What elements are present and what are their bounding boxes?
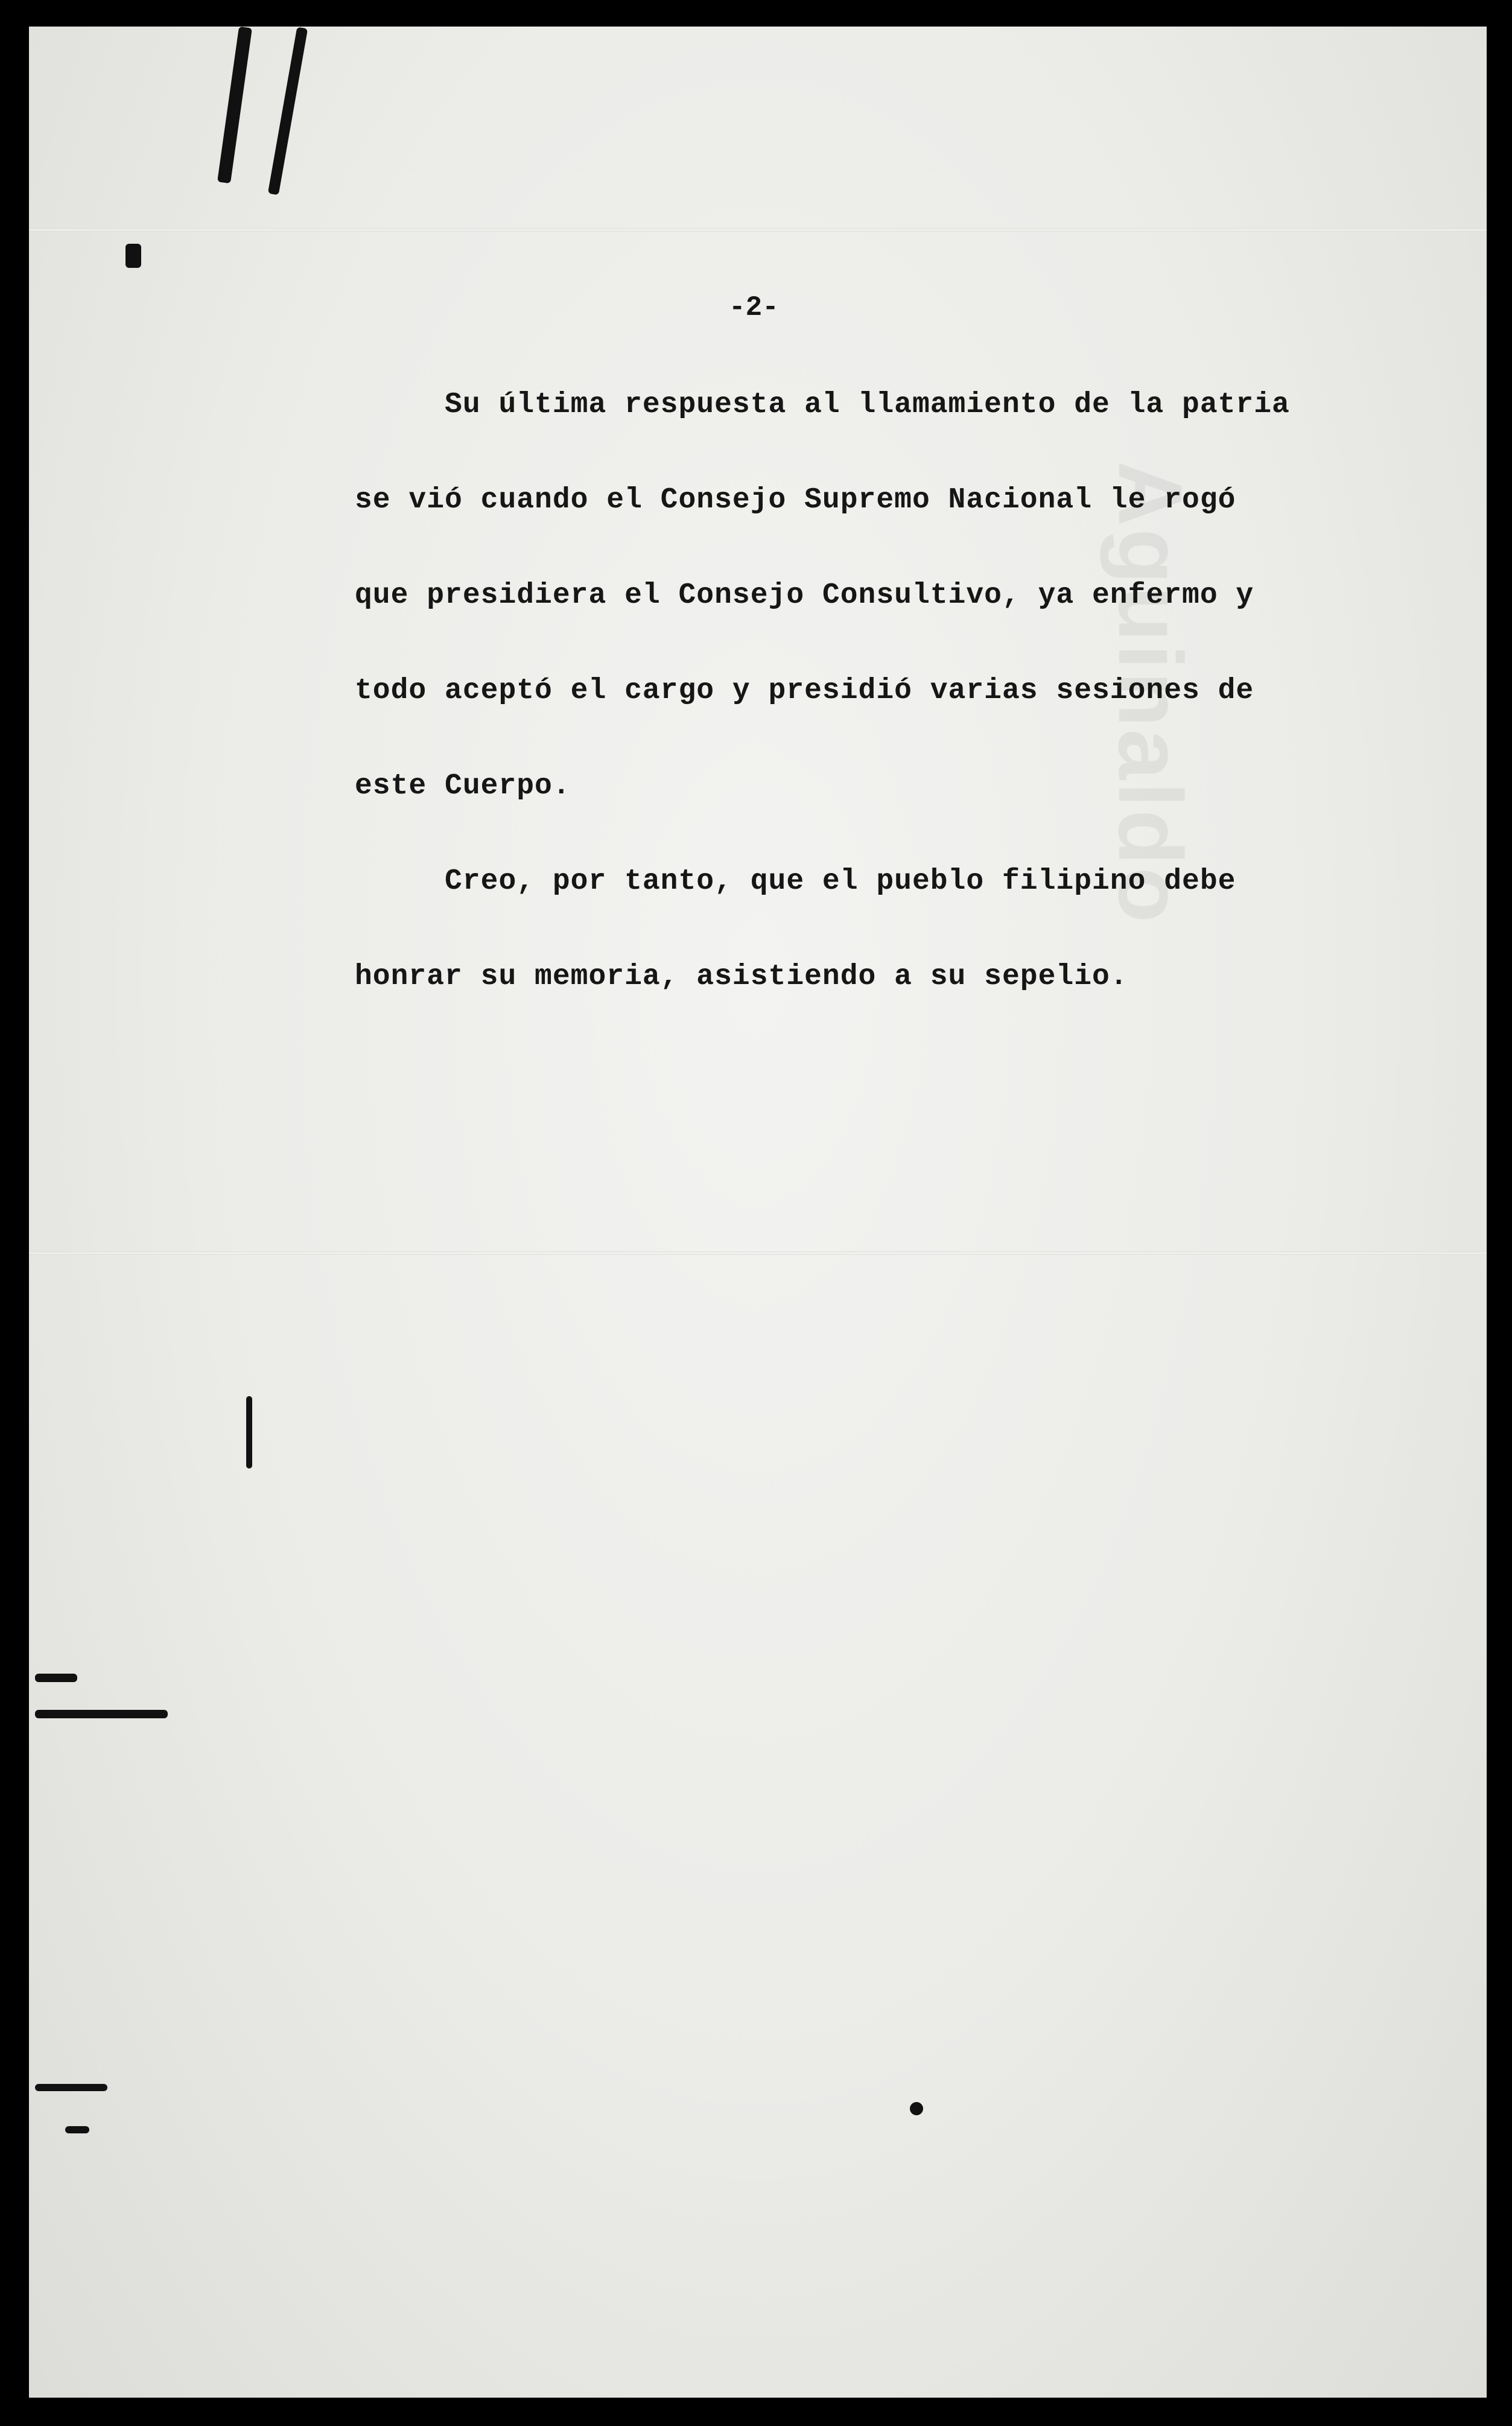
- page-number: -2-: [729, 292, 779, 323]
- text-line: se vió cuando el Consejo Supremo Nacional le rogó: [355, 484, 1236, 516]
- scan-artifact: [35, 2084, 107, 2091]
- scan-artifact: [35, 1710, 168, 1718]
- scan-artifact: [246, 1396, 252, 1469]
- watermark: Aguinaldo: [1100, 461, 1201, 926]
- scan-artifact: [65, 2126, 89, 2133]
- text-line: todo aceptó el cargo y presidió varias sesiones de: [355, 675, 1254, 707]
- scan-artifact: [268, 27, 308, 195]
- scan-artifact: [35, 1674, 77, 1682]
- fold-line: [29, 228, 1487, 232]
- typed-text-block: [355, 389, 1393, 1056]
- fold-line: [29, 1251, 1487, 1255]
- scan-artifact: [910, 2102, 923, 2115]
- text-line: Su última respuesta al llamamiento de la patria: [355, 389, 1290, 421]
- text-line: honrar su memoria, asistiendo a su sepelio.: [355, 961, 1128, 993]
- text-line: que presidiera el Consejo Consultivo, ya enfermo y: [355, 579, 1254, 612]
- text-line: Creo, por tanto, que el pueblo filipino debe: [355, 865, 1236, 898]
- paper-sheet: [29, 27, 1487, 2398]
- text-line: este Cuerpo.: [355, 770, 571, 802]
- scan-artifact: [217, 27, 252, 183]
- scan-artifact: [125, 244, 141, 268]
